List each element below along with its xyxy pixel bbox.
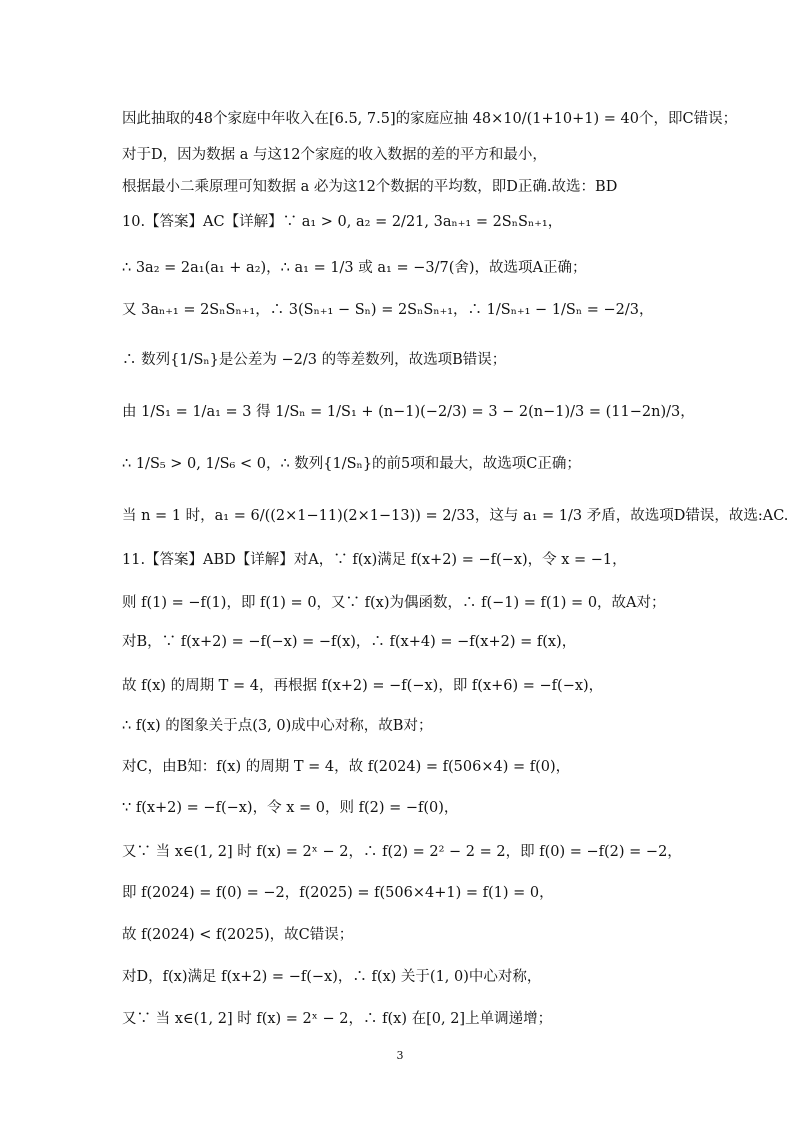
text-line: 又 3aₙ₊₁ = 2SₙSₙ₊₁，∴ 3(Sₙ₊₁ − Sₙ) = 2SₙSₙ₊₁，∴ 1/Sₙ₊₁ − 1/Sₙ = −2/3， <box>122 302 654 318</box>
text-line: 根据最小二乘原理可知数据 a 必为这12个数据的平均数，即D正确.故选：BD <box>122 179 618 195</box>
text-line: ∵ f(x+2) = −f(−x)，令 x = 0，则 f(2) = −f(0)， <box>122 800 459 816</box>
text-line: 对C，由B知：f(x) 的周期 T = 4，故 f(2024) = f(506×4) = f(0)， <box>122 759 571 775</box>
page-number: 3 <box>396 1049 404 1062</box>
text-line: 对B，∵ f(x+2) = −f(−x) = −f(x)，∴ f(x+4) = −f(x+2) = f(x)， <box>122 634 577 650</box>
text-line: ∴ f(x) 的图象关于点(3, 0)成中心对称，故B对； <box>122 718 433 734</box>
text-line: 又∵ 当 x∈(1, 2] 时 f(x) = 2ˣ − 2，∴ f(2) = 2² − 2 = 2，即 f(0) = −f(2) = −2， <box>122 844 682 860</box>
text-line: 即 f(2024) = f(0) = −2，f(2025) = f(506×4+1) = f(1) = 0， <box>122 885 554 901</box>
text-line: ∴ 3a₂ = 2a₁(a₁ + a₂)，∴ a₁ = 1/3 或 a₁ = −3/7(舍)，故选项A正确； <box>122 260 587 276</box>
text-line: ∴ 数列{1/Sₙ}是公差为 −2/3 的等差数列，故选项B错误； <box>122 352 507 368</box>
text-line: 因此抽取的48个家庭中年收入在[6.5, 7.5]的家庭应抽 48×10/(1+10+1) = 40个，即C错误； <box>122 111 738 127</box>
text-line: 故 f(2024) < f(2025)，故C错误； <box>122 927 354 943</box>
text-line: ∴ 1/S₅ > 0, 1/S₆ < 0，∴ 数列{1/Sₙ}的前5项和最大，故选项C正确； <box>122 456 581 472</box>
question-11-heading: 11.【答案】ABD【详解】对A，∵ f(x)满足 f(x+2) = −f(−x)，令 x = −1， <box>122 552 627 568</box>
question-10-heading: 10.【答案】AC【详解】∵ a₁ > 0, a₂ = 2/21, 3aₙ₊₁ = 2SₙSₙ₊₁， <box>122 214 563 230</box>
text-line: 由 1/S₁ = 1/a₁ = 3 得 1/Sₙ = 1/S₁ + (n−1)(−2/3) = 3 − 2(n−1)/3 = (11−2n)/3， <box>122 404 695 420</box>
text-line: 则 f(1) = −f(1)，即 f(1) = 0，又∵ f(x)为偶函数，∴ f(−1) = f(1) = 0，故A对； <box>122 595 666 611</box>
text-line: 对D，f(x)满足 f(x+2) = −f(−x)，∴ f(x) 关于(1, 0)中心对称， <box>122 969 542 985</box>
text-line: 故 f(x) 的周期 T = 4，再根据 f(x+2) = −f(−x)，即 f(x+6) = −f(−x)， <box>122 678 604 694</box>
text-line: 当 n = 1 时，a₁ = 6/((2×1−11)(2×1−13)) = 2/33，这与 a₁ = 1/3 矛盾，故选项D错误，故选:AC. <box>122 508 789 524</box>
text-line: 又∵ 当 x∈(1, 2] 时 f(x) = 2ˣ − 2，∴ f(x) 在[0, 2]上单调递增； <box>122 1011 553 1027</box>
text-line: 对于D，因为数据 a 与这12个家庭的收入数据的差的平方和最小， <box>122 147 547 163</box>
